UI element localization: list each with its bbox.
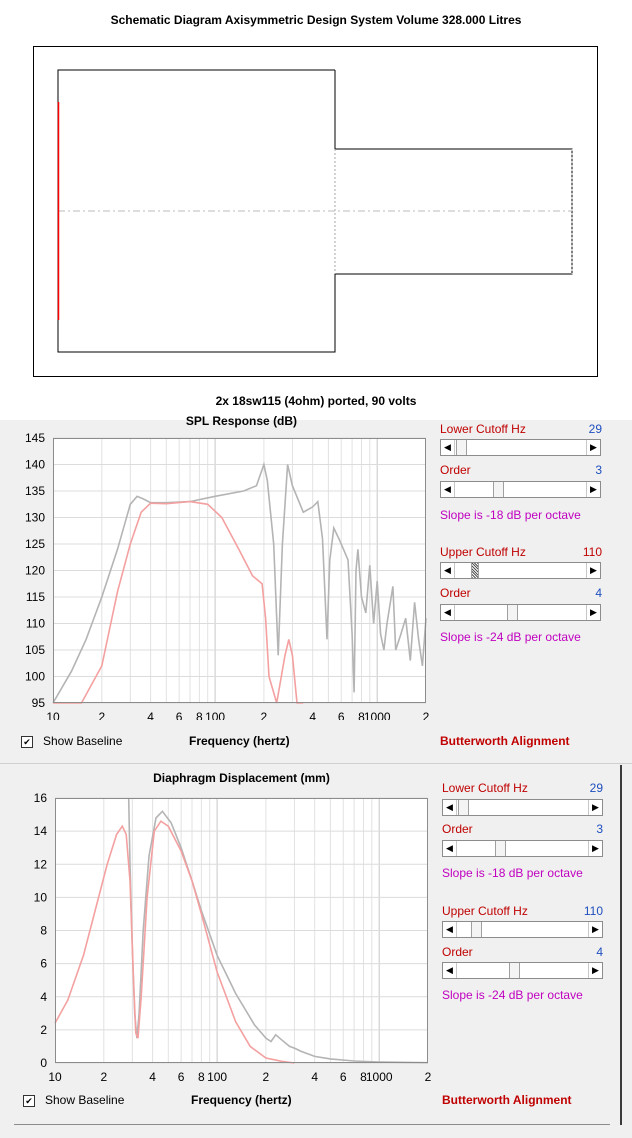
lower-order-label-disp: Order — [442, 822, 473, 836]
spl-x-tick-label: 2 — [260, 710, 268, 720]
slider-left-arrow-icon[interactable]: ◀ — [441, 440, 455, 455]
spl-x-tick-label: 6 — [175, 710, 183, 720]
spl-y-tick-label: 95 — [31, 696, 45, 710]
lower-order-slider-spl[interactable] — [440, 481, 601, 498]
butterworth-alignment-label-disp: Butterworth Alignment — [442, 1093, 572, 1107]
show-baseline-checkbox-disp[interactable]: ✔ — [23, 1095, 35, 1107]
disp-y-tick-label: 8 — [40, 923, 47, 938]
spl-y-tick-label: 115 — [25, 590, 45, 604]
displacement-panel — [0, 765, 620, 1138]
upper-cutoff-value-disp: 110 — [583, 904, 603, 918]
slider-thumb[interactable] — [495, 841, 506, 856]
spl-x-tick-label: 8 — [358, 710, 365, 720]
disp-x-tick-label: 100 — [207, 1070, 228, 1084]
slider-right-arrow-icon[interactable]: ▶ — [586, 482, 600, 497]
lower-slope-text-spl: Slope is -18 dB per octave — [440, 508, 581, 522]
spl-x-tick-label: 2 — [98, 710, 106, 720]
slider-right-arrow-icon[interactable]: ▶ — [586, 563, 600, 578]
disp-x-tick-label: 2 — [262, 1070, 270, 1084]
upper-cutoff-slider-disp[interactable] — [442, 921, 603, 938]
schematic-panel — [0, 0, 632, 420]
upper-order-label-disp: Order — [442, 945, 473, 959]
lower-cutoff-value-spl: 29 — [588, 422, 602, 436]
show-baseline-checkbox-spl[interactable]: ✔ — [21, 736, 33, 748]
displacement-chart — [0, 765, 432, 1090]
upper-order-value-spl: 4 — [595, 586, 602, 600]
spl-y-tick-label: 120 — [24, 563, 45, 578]
spl-x-tick-label: 8 — [196, 710, 203, 720]
disp-x-tick-label: 6 — [339, 1070, 347, 1084]
spl-x-tick-label: 1000 — [363, 710, 391, 720]
lower-cutoff-label-spl: Lower Cutoff Hz — [440, 422, 526, 436]
slider-right-arrow-icon[interactable]: ▶ — [586, 605, 600, 620]
lower-order-value-spl: 3 — [595, 463, 602, 477]
slider-thumb[interactable] — [458, 800, 469, 815]
slider-right-arrow-icon[interactable]: ▶ — [588, 922, 602, 937]
disp-x-axis-label: Frequency (hertz) — [191, 1093, 292, 1107]
lower-cutoff-slider-spl[interactable] — [440, 439, 601, 456]
spl-y-tick-label: 125 — [24, 537, 45, 551]
upper-cutoff-label-disp: Upper Cutoff Hz — [442, 904, 528, 918]
slider-left-arrow-icon[interactable]: ◀ — [443, 800, 457, 815]
disp-x-tick-label: 6 — [177, 1070, 185, 1084]
slider-thumb[interactable] — [509, 963, 520, 978]
lower-cutoff-slider-disp[interactable] — [442, 799, 603, 816]
spl-x-tick-label: 100 — [205, 710, 226, 720]
schematic-diagram — [33, 46, 598, 377]
disp-y-tick-label: 6 — [40, 956, 47, 971]
slider-left-arrow-icon[interactable]: ◀ — [443, 841, 457, 856]
disp-x-tick-label: 1000 — [365, 1070, 393, 1084]
panel-divider — [0, 763, 632, 764]
show-baseline-label-disp: Show Baseline — [45, 1093, 125, 1107]
upper-order-slider-disp[interactable] — [442, 962, 603, 979]
lower-cutoff-value-disp: 29 — [589, 781, 603, 795]
lower-cutoff-label-disp: Lower Cutoff Hz — [442, 781, 528, 795]
upper-cutoff-slider-spl[interactable] — [440, 562, 601, 579]
disp-y-tick-label: 2 — [40, 1022, 47, 1037]
lower-order-slider-disp[interactable] — [442, 840, 603, 857]
slider-left-arrow-icon[interactable]: ◀ — [441, 563, 455, 578]
spl-y-tick-label: 130 — [24, 510, 45, 525]
schematic-caption: 2x 18sw115 (4ohm) ported, 90 volts — [215, 394, 417, 408]
slider-thumb[interactable] — [507, 605, 518, 620]
slider-thumb[interactable] — [471, 922, 482, 937]
disp-x-tick-label: 8 — [198, 1070, 205, 1084]
slider-thumb[interactable] — [471, 563, 479, 578]
spl-y-tick-label: 100 — [24, 669, 45, 684]
upper-order-value-disp: 4 — [596, 945, 603, 959]
window-edge — [620, 765, 622, 1125]
slider-left-arrow-icon[interactable]: ◀ — [443, 922, 457, 937]
spl-x-tick-label: 10 — [46, 710, 60, 720]
disp-y-tick-label: 0 — [40, 1056, 47, 1070]
disp-x-tick-label: 8 — [360, 1070, 367, 1084]
disp-y-tick-label: 16 — [33, 791, 47, 805]
disp-y-tick-label: 4 — [40, 989, 47, 1004]
spl-y-tick-label: 145 — [24, 431, 45, 445]
lower-order-value-disp: 3 — [596, 822, 603, 836]
bottom-divider — [14, 1124, 610, 1125]
upper-cutoff-value-spl: 110 — [582, 545, 602, 559]
schematic-title: Schematic Diagram Axisymmetric Design System Volume 328.000 Litres — [110, 13, 522, 27]
slider-thumb[interactable] — [493, 482, 504, 497]
spl-x-tick-label: 4 — [309, 710, 317, 720]
spl-y-tick-label: 135 — [24, 484, 45, 498]
disp-y-tick-label: 10 — [33, 890, 47, 905]
slider-left-arrow-icon[interactable]: ◀ — [441, 605, 455, 620]
lower-slope-text-disp: Slope is -18 dB per octave — [442, 866, 583, 880]
spl-y-tick-label: 110 — [25, 616, 45, 631]
disp-x-tick-label: 10 — [48, 1070, 62, 1084]
slider-right-arrow-icon[interactable]: ▶ — [588, 841, 602, 856]
spl-x-tick-label: 6 — [337, 710, 345, 720]
disp-x-tick-label: 4 — [311, 1070, 319, 1084]
disp-x-tick-label: 2 — [424, 1070, 432, 1084]
disp-x-tick-label: 2 — [100, 1070, 108, 1084]
upper-order-label-spl: Order — [440, 586, 471, 600]
upper-slope-text-spl: Slope is -24 dB per octave — [440, 630, 581, 644]
upper-order-slider-spl[interactable] — [440, 604, 601, 621]
slider-right-arrow-icon[interactable]: ▶ — [588, 963, 602, 978]
disp-y-tick-label: 14 — [33, 824, 47, 839]
slider-left-arrow-icon[interactable]: ◀ — [443, 963, 457, 978]
spl-y-tick-label: 105 — [24, 643, 45, 657]
spl-x-tick-label: 4 — [147, 710, 154, 720]
spl-panel — [0, 414, 632, 765]
disp-x-tick-label: 4 — [149, 1070, 156, 1084]
show-baseline-label-spl: Show Baseline — [43, 734, 123, 748]
spl-y-tick-label: 140 — [24, 457, 45, 472]
upper-slope-text-disp: Slope is -24 dB per octave — [442, 988, 583, 1002]
spl-x-tick-label: 2 — [422, 710, 430, 720]
displacement-chart-title: Diaphragm Displacement (mm) — [153, 771, 330, 785]
spl-x-axis-label: Frequency (hertz) — [189, 734, 290, 748]
butterworth-alignment-label-spl: Butterworth Alignment — [440, 734, 570, 748]
lower-order-label-spl: Order — [440, 463, 471, 477]
spl-chart-title: SPL Response (dB) — [185, 414, 298, 428]
upper-cutoff-label-spl: Upper Cutoff Hz — [440, 545, 526, 559]
slider-thumb[interactable] — [456, 440, 467, 455]
disp-y-tick-label: 12 — [33, 857, 47, 872]
spl-chart — [0, 420, 432, 720]
slider-left-arrow-icon[interactable]: ◀ — [441, 482, 455, 497]
slider-right-arrow-icon[interactable]: ▶ — [586, 440, 600, 455]
slider-right-arrow-icon[interactable]: ▶ — [588, 800, 602, 815]
